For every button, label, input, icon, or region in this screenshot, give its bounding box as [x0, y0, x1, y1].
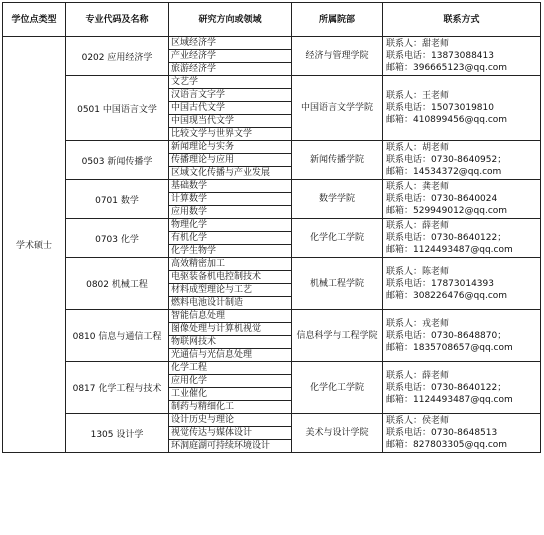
department-cell: 化学化工学院 [292, 219, 383, 258]
major-cell: 0810 信息与通信工程 [66, 310, 169, 362]
enrollment-table [2, 2, 541, 453]
major-cell: 0802 机械工程 [66, 258, 169, 310]
major-cell: 0703 化学 [66, 219, 169, 258]
header-type: 学位点类型 [3, 3, 66, 37]
direction-item: 化学生物学 [171, 246, 217, 256]
contact-cell [383, 362, 541, 414]
direction-item: 燃料电池设计制造 [171, 298, 244, 308]
direction-item: 视觉传达与媒体设计 [169, 427, 291, 440]
degree-type-cell: 学术硕士 [3, 37, 66, 453]
direction-item: 区域经济学 [169, 37, 291, 50]
direction-item: 高效精密加工 [169, 258, 291, 271]
table-row [3, 310, 541, 362]
contact-phone: 联系电话：0730-8640024 [386, 194, 498, 204]
direction-item: 应用化学 [169, 375, 291, 388]
direction-item: 应用数学 [171, 207, 208, 217]
directions-cell [169, 37, 292, 76]
direction-item: 区域文化传播与产业发展 [171, 168, 271, 178]
table-row [3, 76, 541, 141]
contact-phone: 联系电话：0730-8648513 [386, 428, 498, 438]
contact-cell [383, 414, 541, 453]
direction-item: 制药与精细化工 [171, 402, 235, 412]
major-cell: 0701 数学 [66, 180, 169, 219]
contact-email: 邮箱：827803305@qq.com [386, 440, 508, 450]
contact-email: 邮箱：1835708657@qq.com [386, 342, 513, 353]
header-directions: 研究方向或领域 [169, 3, 292, 37]
contact-phone: 联系电话：15073019810 [386, 103, 494, 113]
direction-item: 传播理论与应用 [169, 154, 291, 167]
direction-item: 旅游经济学 [171, 64, 217, 74]
direction-item: 中国古代文学 [169, 102, 291, 115]
department-cell: 中国语言文学学院 [292, 76, 383, 141]
department-cell: 新闻传播学院 [292, 141, 383, 180]
contact-phone: 联系电话：13873088413 [386, 51, 494, 61]
contact-cell [383, 76, 541, 141]
table-row [3, 37, 541, 76]
table-row [3, 258, 541, 310]
department-cell: 化学化工学院 [292, 362, 383, 414]
contact-cell [383, 219, 541, 258]
contact-phone: 联系电话：0730-8648870； [386, 330, 507, 341]
department-cell: 数学学院 [292, 180, 383, 219]
header-department: 所属院部 [292, 3, 383, 37]
contact-phone: 联系电话：0730-8640952； [386, 155, 507, 165]
directions-cell [169, 180, 292, 219]
contact-email: 邮箱：1124493487@qq.com [386, 394, 513, 405]
contact-person: 联系人：薛老师 [386, 370, 450, 381]
contact-email: 邮箱：14534372@qq.com [386, 167, 502, 177]
direction-item: 基础数学 [169, 180, 291, 193]
directions-cell [169, 76, 292, 141]
direction-item: 汉语言文字学 [169, 89, 291, 102]
direction-item: 工业催化 [169, 388, 291, 401]
contact-person: 联系人：侯老师 [386, 416, 450, 426]
header-contact: 联系方式 [383, 3, 541, 37]
directions-cell [169, 414, 292, 453]
contact-phone: 联系电话：17873014393 [386, 278, 494, 289]
contact-cell [383, 37, 541, 76]
major-cell: 0202 应用经济学 [66, 37, 169, 76]
department-cell: 经济与管理学院 [292, 37, 383, 76]
directions-cell [169, 141, 292, 180]
contact-email: 邮箱：1124493487@qq.com [386, 245, 513, 255]
contact-person: 联系人：胡老师 [386, 143, 450, 153]
direction-item: 光通信与光信息处理 [171, 350, 253, 360]
directions-cell [169, 310, 292, 362]
contact-person: 联系人：薛老师 [386, 221, 450, 231]
direction-item: 环洞庭湖可持续环境设计 [171, 441, 271, 451]
department-cell: 美术与设计学院 [292, 414, 383, 453]
direction-item: 智能信息处理 [169, 310, 291, 323]
table-row [3, 180, 541, 219]
contact-email: 邮箱：308226476@qq.com [386, 290, 508, 301]
contact-phone: 联系电话：0730-8640122； [386, 233, 507, 243]
major-cell: 0501 中国语言文学 [66, 76, 169, 141]
contact-person: 联系人：戎老师 [386, 318, 450, 329]
table-row [3, 219, 541, 258]
direction-item: 电驱装备机电控制技术 [169, 271, 291, 284]
direction-item: 物理化学 [169, 219, 291, 232]
contact-cell [383, 141, 541, 180]
direction-item: 计算数学 [169, 193, 291, 206]
direction-item: 设计历史与理论 [169, 414, 291, 427]
department-cell: 机械工程学院 [292, 258, 383, 310]
contact-person: 联系人：王老师 [386, 91, 450, 101]
contact-person: 联系人：甜老师 [386, 39, 450, 49]
direction-item: 物联网技术 [169, 336, 291, 349]
directions-cell [169, 219, 292, 258]
header-row [3, 3, 541, 37]
major-cell: 0503 新闻传播学 [66, 141, 169, 180]
direction-item: 有机化学 [169, 232, 291, 245]
table-body [3, 37, 541, 453]
major-cell: 0817 化学工程与技术 [66, 362, 169, 414]
contact-person: 联系人：陈老师 [386, 266, 450, 277]
direction-item: 文艺学 [169, 76, 291, 89]
directions-cell [169, 258, 292, 310]
department-cell: 信息科学与工程学院 [292, 310, 383, 362]
table-row [3, 414, 541, 453]
table-row [3, 141, 541, 180]
direction-item: 化学工程 [169, 362, 291, 375]
direction-item: 比较文学与世界文学 [171, 129, 253, 139]
contact-email: 邮箱：529949012@qq.com [386, 206, 508, 216]
contact-cell [383, 310, 541, 362]
direction-item: 图像处理与计算机视觉 [169, 323, 291, 336]
major-cell: 1305 设计学 [66, 414, 169, 453]
header-major: 专业代码及名称 [66, 3, 169, 37]
direction-item: 产业经济学 [169, 50, 291, 63]
contact-email: 邮箱：410899456@qq.com [386, 115, 508, 125]
contact-person: 联系人：龚老师 [386, 182, 450, 192]
table-row [3, 362, 541, 414]
contact-cell [383, 258, 541, 310]
direction-item: 中国现当代文学 [169, 115, 291, 128]
directions-cell [169, 362, 292, 414]
direction-item: 材料成型理论与工艺 [169, 284, 291, 297]
contact-phone: 联系电话：0730-8640122； [386, 382, 507, 393]
direction-item: 新闻理论与实务 [169, 141, 291, 154]
contact-cell [383, 180, 541, 219]
contact-email: 邮箱：396665123@qq.com [386, 63, 508, 73]
